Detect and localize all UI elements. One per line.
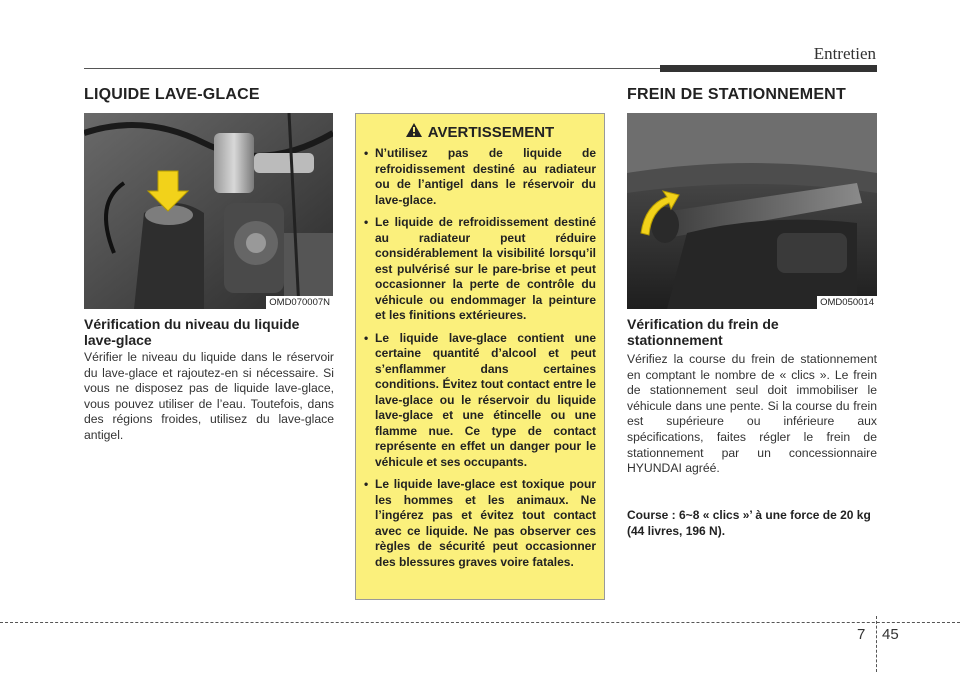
- chapter-number: 7: [857, 626, 866, 643]
- page-number: 45: [882, 626, 899, 643]
- figure-code: OMD050014: [817, 296, 877, 309]
- warning-item: • Le liquide de refroidissement destiné au radiateur peut réduire considérablement la visibilité lorsqu’il est pulvérisé sur le pare-brise et peut occasionner la perte de contrôle du véhicule ou endommager la peinture et les finitions extérieures.: [364, 215, 596, 324]
- footer-rule: [0, 622, 960, 623]
- brake-spec: Course : 6~8 « clics »’ à une force de 20 kg (44 livres, 196 N).: [627, 508, 871, 538]
- warning-title: AVERTISSEMENT: [427, 123, 555, 141]
- header-title: Entretien: [813, 44, 876, 63]
- parking-brake-illustration: [627, 113, 877, 309]
- subheading-washer-check: Vérification du niveau du liquide lave-glace: [84, 316, 300, 348]
- section-heading-parking-brake: FREIN DE STATIONNEMENT: [627, 86, 846, 103]
- washer-check-body: Vérifier le niveau du liquide dans le réservoir du lave-glace et rajoutez-en si nécessaire. Si vous ne disposez pas de liquide lave-glace, vous pouvez utiliser de l’eau. Toutefois, dans des régions froides, utilisez du lave-glace antigel.: [84, 350, 334, 442]
- parking-brake-figure: [627, 113, 877, 309]
- warning-title-row: [356, 122, 604, 142]
- section-heading-washer-fluid: LIQUIDE LAVE-GLACE: [84, 86, 260, 103]
- warning-list: [364, 146, 596, 577]
- warning-box: [355, 113, 605, 600]
- header-rule: [84, 68, 660, 69]
- figure-code: OMD070007N: [266, 296, 333, 309]
- warning-item: • Le liquide lave-glace est toxique pour les hommes et les animaux. Ne l’ingérez pas et évitez tout contact avec ce liquide. Ne pas observer ces règles de sécurité peut occasionner des blessures graves voire fatales.: [364, 477, 596, 570]
- footer-divider: [876, 616, 877, 672]
- warning-item: • Le liquide lave-glace contient une certaine quantité d’alcool et peut s’enflammer dans certaines conditions. Évitez tout contact entre le lave-glace ou le réservoir du liquide lave-glace et une étincelle ou une flamme nue. Ce type de contact représente en effet un danger pour le véhicule et ses occupants.: [364, 331, 596, 471]
- warning-item: • N’utilisez pas de liquide de refroidissement destiné au radiateur ou de l’antigel dans le réservoir du lave-glace.: [364, 146, 596, 208]
- washer-reservoir-figure: [84, 113, 333, 309]
- brake-check-body: Vérifiez la course du frein de stationnement en comptant le nombre de « clics ». Le frein de stationnement seul doit immobiliser le véhicule dans une pente. Si la course du frein est supérieure ou inférieure aux spécifications, faites régler le frein de stationnement par un concessionnaire HYUNDAI agréé.: [627, 352, 877, 476]
- warning-triangle-icon: [406, 123, 422, 142]
- subheading-brake-check: Vérification du frein de stationnement: [627, 316, 779, 348]
- washer-reservoir-illustration: [84, 113, 333, 309]
- header-rule-bar: [660, 65, 877, 72]
